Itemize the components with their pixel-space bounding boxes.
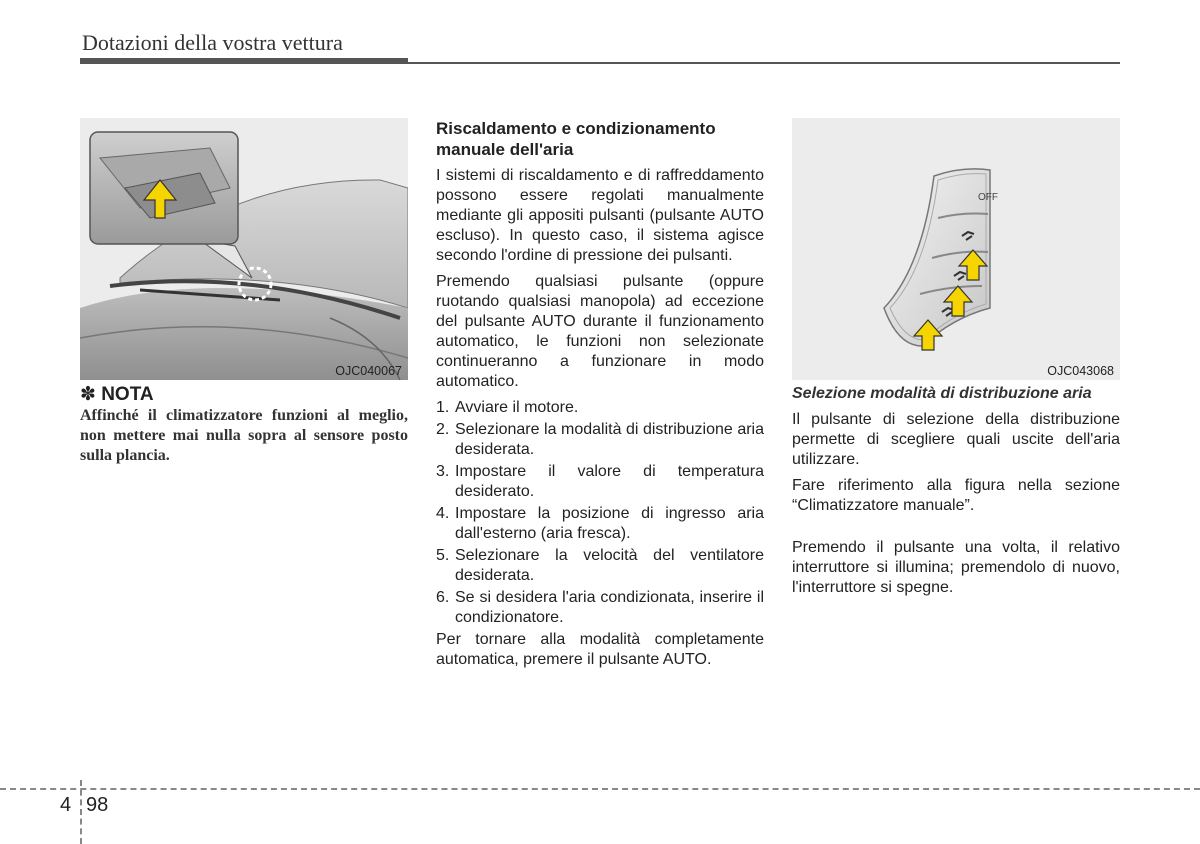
footer-vertical-divider xyxy=(80,780,82,844)
manual-section xyxy=(436,118,764,670)
figure-code: OJC043068 xyxy=(1047,364,1114,378)
mode-switch-figure xyxy=(792,118,1120,380)
mode-section xyxy=(792,384,1120,598)
page-number: 98 xyxy=(86,794,109,816)
figure-code: OJC040067 xyxy=(335,364,402,378)
figure-caption: Selezione modalità di distribuzione aria xyxy=(792,385,1092,402)
page-header-title: Dotazioni della vostra vettura xyxy=(82,30,343,55)
note-title: NOTA xyxy=(101,384,154,405)
list-item: 2. Selezionare la modalità di distribuzione aria desiderata. xyxy=(436,421,764,458)
list-item: 5. Selezionare la velocità del ventilatore desiderata. xyxy=(436,547,764,584)
manual-closing: Per tornare alla modalità completamente automatica, premere il pulsante AUTO. xyxy=(436,631,764,668)
manual-paragraph-2: Premendo qualsiasi pulsante (oppure ruotando qualsiasi manopola) ad eccezione del pulsante AUTO durante il funzionamento automatico, le funzioni non selezionate continueranno a funzionare in modo automatico. xyxy=(436,273,764,390)
windshield-illustration xyxy=(80,118,408,380)
windshield-sensor-figure xyxy=(80,118,408,380)
footer-divider xyxy=(0,788,1200,790)
manual-paragraph-1: I sistemi di riscaldamento e di raffreddamento possono essere regolati manualmente mediante gli appositi pulsanti (pulsante AUTO escluso). In questo caso, il sistema agisce secondo l'ordine di pressione dei pulsanti. xyxy=(436,167,764,264)
header-rule-thin xyxy=(408,62,1120,64)
list-item: 6. Se si desidera l'aria condizionata, inserire il condizionatore. xyxy=(436,589,764,626)
list-item: 4. Impostare la posizione di ingresso aria dall'esterno (aria fresca). xyxy=(436,505,764,542)
list-item: 1. Avviare il motore. xyxy=(436,399,579,416)
list-item: 3. Impostare il valore di temperatura desiderato. xyxy=(436,463,764,500)
header-rule-dark xyxy=(80,58,408,64)
note-body: Affinché il climatizzatore funzioni al meglio, non mettere mai nulla sopra al sensore posto sulla plancia. xyxy=(80,407,408,464)
off-label: OFF xyxy=(978,192,998,203)
mode-paragraph-3: Premendo il pulsante una volta, il relativo interruttore si illumina; premendolo di nuovo, l'interruttore si spegne. xyxy=(792,539,1120,596)
mode-paragraph-2: Fare riferimento alla figura nella sezione “Climatizzatore manuale”. xyxy=(792,477,1120,514)
note-symbol-icon: ✽ xyxy=(80,384,96,405)
steps-list xyxy=(436,398,764,628)
section-heading: Riscaldamento e condizionamento manuale dell'aria xyxy=(436,119,716,159)
note-section xyxy=(80,384,408,466)
chapter-number: 4 xyxy=(60,794,72,816)
note-heading xyxy=(80,384,408,406)
mode-paragraph-1: Il pulsante di selezione della distribuzione permette di scegliere quali uscite dell'aria utilizzare. xyxy=(792,411,1120,468)
mode-switch-illustration xyxy=(792,118,1120,380)
